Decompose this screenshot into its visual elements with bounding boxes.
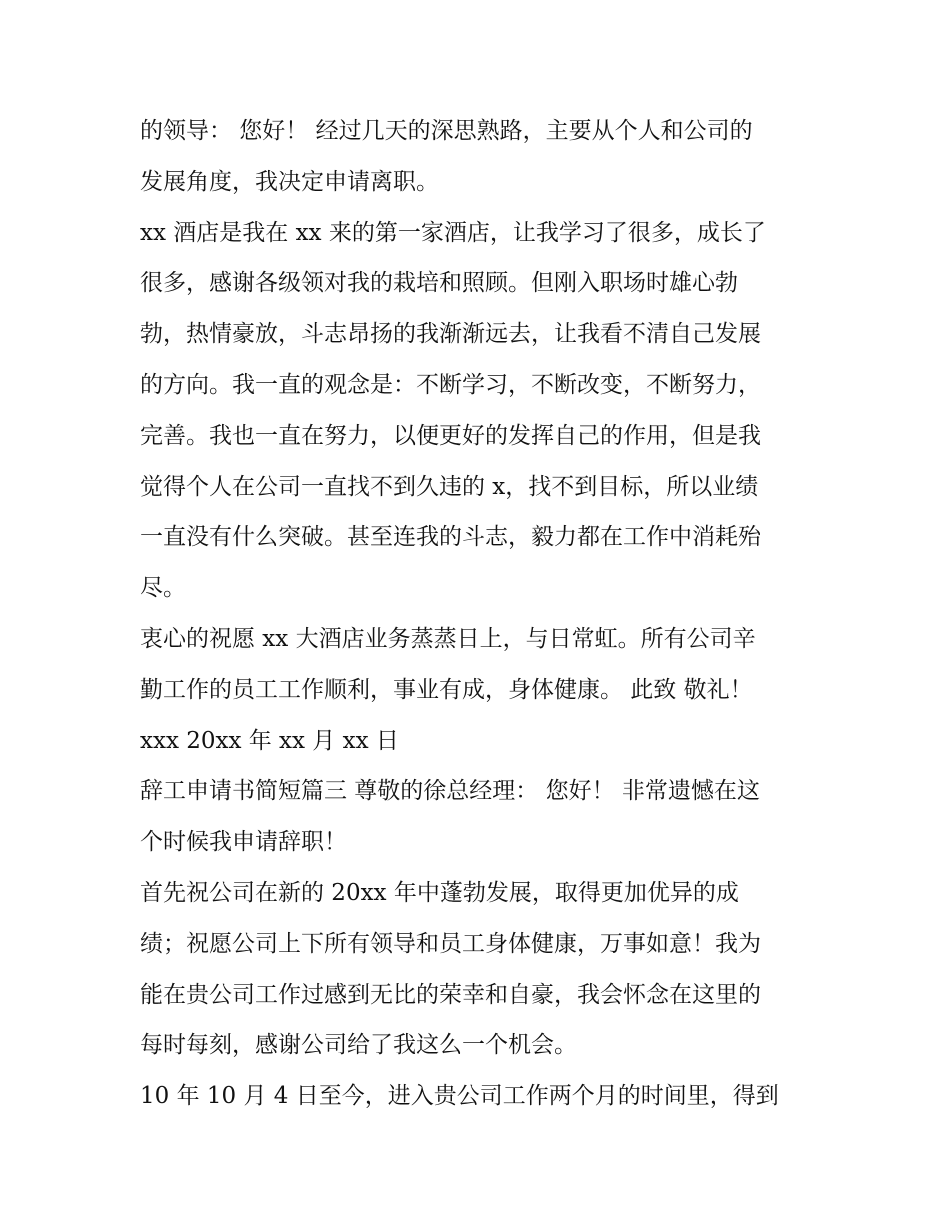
text-line: 个时候我申请辞职！: [140, 829, 347, 856]
text-line: 完善。我也一直在努力，以便更好的发挥自己的作用，但是我: [140, 422, 761, 449]
text-line: 辞工申请书简短篇三 尊敬的徐总经理： 您好！ 非常遗憾在这: [140, 778, 760, 805]
text-line: 的方向。我一直的观念是：不断学习，不断改变，不断努力，: [140, 371, 761, 398]
text-line: xxx 20xx 年 xx 月 xx 日: [140, 727, 399, 754]
text-line: 能在贵公司工作过感到无比的荣幸和自豪，我会怀念在这里的: [140, 981, 761, 1008]
text-line: 发展角度，我决定申请离职。: [140, 168, 439, 195]
text-line: 勃，热情豪放，斗志昂扬的我渐渐远去，让我看不清自己发展: [140, 321, 761, 348]
text-line: 的领导： 您好！ 经过几天的深思熟路，主要从个人和公司的: [140, 118, 753, 144]
text-line: 衷心的祝愿 xx 大酒店业务蒸蒸日上，与日常虹。所有公司辛: [140, 625, 756, 652]
text-line: 每时每刻，感谢公司给了我这么一个机会。: [140, 1032, 577, 1059]
text-line: xx 酒店是我在 xx 来的第一家酒店，让我学习了很多，成长了: [140, 219, 766, 246]
text-line: 首先祝公司在新的 20xx 年中蓬勃发展，取得更加优异的成: [140, 879, 739, 906]
text-line: 觉得个人在公司一直找不到久违的 x，找不到目标，所以业绩: [140, 473, 759, 500]
text-line: 一直没有什么突破。甚至连我的斗志，毅力都在工作中消耗殆: [140, 524, 761, 551]
text-line: 尽。: [140, 575, 186, 602]
text-line: 10 年 10 月 4 日至今，进入贵公司工作两个月的时间里，得到: [140, 1083, 779, 1110]
text-line: 勤工作的员工工作顺利，事业有成，身体健康。 此致 敬礼！: [140, 676, 753, 703]
document-body: [140, 106, 820, 1122]
text-line: 很多，感谢各级领对我的栽培和照顾。但刚入职场时雄心勃: [140, 270, 738, 297]
text-line: 绩；祝愿公司上下所有领导和员工身体健康，万事如意！我为: [140, 930, 761, 957]
